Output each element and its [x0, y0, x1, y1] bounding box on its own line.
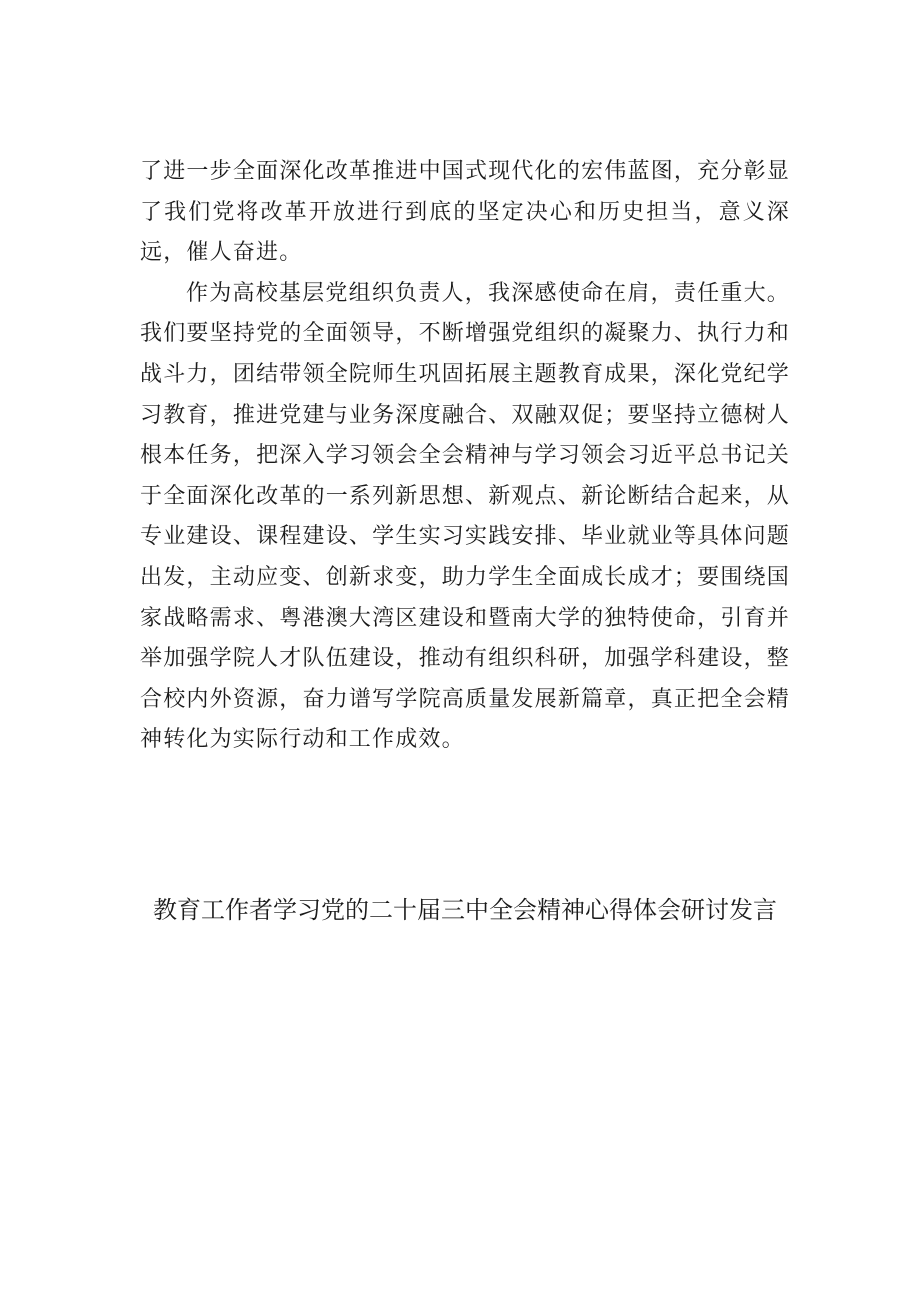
paragraph-continuation: 了进一步全面深化改革推进中国式现代化的宏伟蓝图，充分彰显了我们党将改革开放进行到底的坚定决心和历史担当，意义深远，催人奋进。 [140, 159, 790, 266]
document-body [140, 152, 790, 761]
paragraph-main: 作为高校基层党组织负责人，我深感使命在肩，责任重大。我们要坚持党的全面领导，不断增强党组织的凝聚力、执行力和战斗力，团结带领全院师生巩固拓展主题教育成果，深化党纪学习教育，推进党建与业务深度融合、双融双促；要坚持立德树人根本任务，把深入学习领会全会精神与学习领会习近平总书记关于全面深化改革的一系列新思想、新观点、新论断结合起来，从专业建设、课程建设、学生实习实践安排、毕业就业等具体问题出发，主动应变、创新求变，助力学生全面成长成才；要围绕国家战略需求、粤港澳大湾区建设和暨南大学的独特使命，引育并举加强学院人才队伍建设，推动有组织科研，加强学科建设，整合校内外资源，奋力谱写学院高质量发展新篇章，真正把全会精神转化为实际行动和工作成效。 [140, 280, 790, 753]
section-heading: 教育工作者学习党的二十届三中全会精神心得体会研讨发言 [153, 896, 777, 924]
